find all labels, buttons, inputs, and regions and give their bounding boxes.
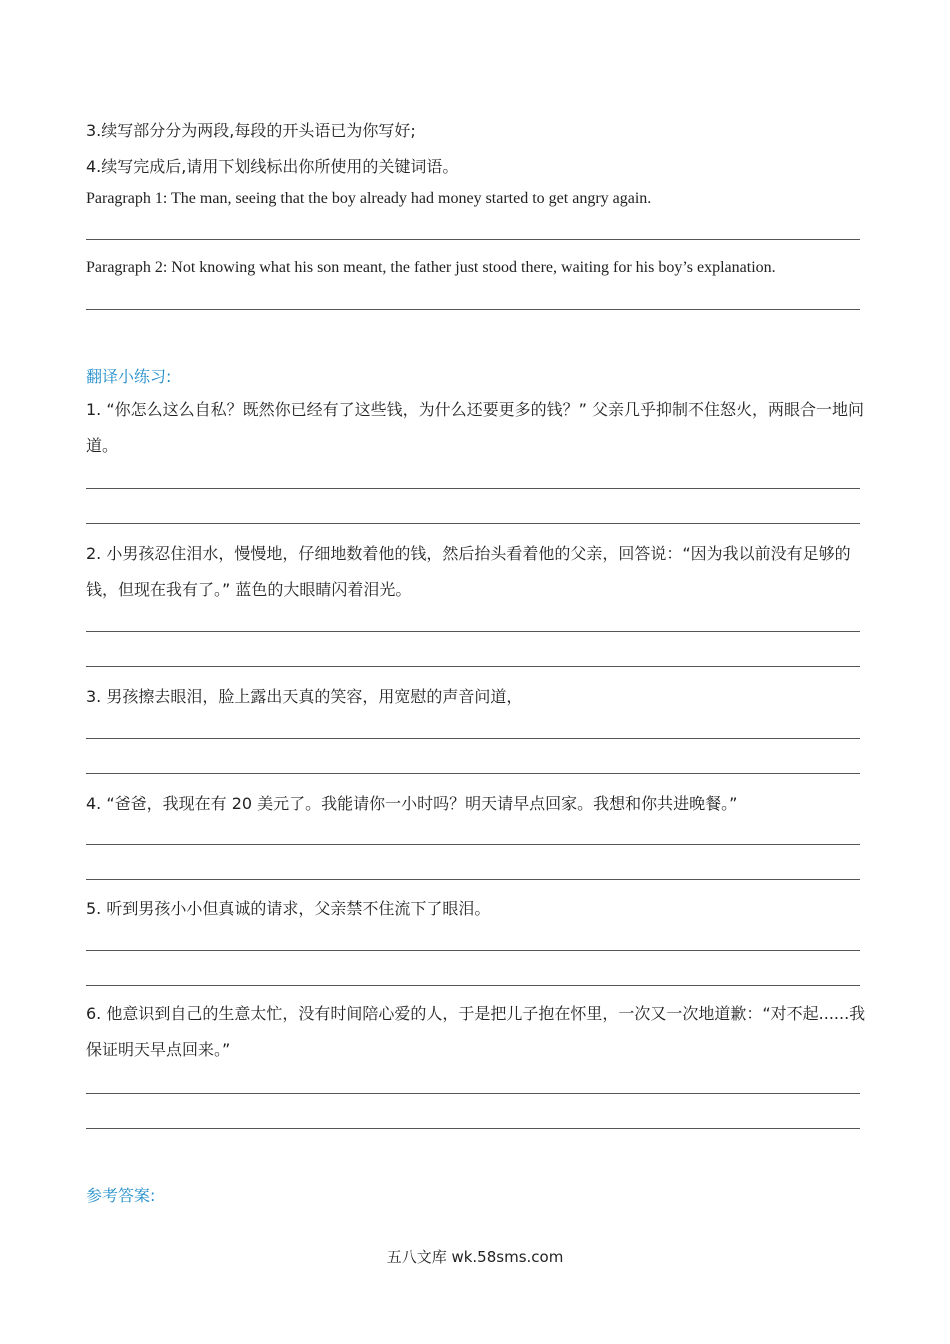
answer-line bbox=[86, 950, 860, 951]
answer-line bbox=[86, 631, 860, 632]
answer-line bbox=[86, 773, 860, 774]
translation-item-3: 3. 男孩擦去眼泪，脸上露出天真的笑容，用宽慰的声音问道， bbox=[86, 687, 523, 706]
answer-line bbox=[86, 666, 860, 667]
answers-heading: 参考答案: bbox=[86, 1186, 156, 1205]
translation-item-4: 4. “爸爸，我现在有 20 美元了。我能请你一小时吗？明天请早点回家。我想和你共进晚餐。” bbox=[86, 794, 738, 813]
translation-item-1: 1. “你怎么这么自私？既然你已经有了这些钱，为什么还要更多的钱？” 父亲几乎抑制不住怒火，两眼合一地问道。 bbox=[86, 400, 865, 455]
answer-line bbox=[86, 738, 860, 739]
paragraph-2-prompt: Paragraph 2: Not knowing what his son meant, the father just stood there, waiting for his boy’s explanation. bbox=[86, 259, 776, 276]
answer-line bbox=[86, 239, 860, 240]
translation-item-6: 6. 他意识到自己的生意太忙，没有时间陪心爱的人，于是把儿子抱在怀里，一次又一次地道歉：“对不起......我保证明天早点回来。” bbox=[86, 1004, 866, 1059]
translation-item-5: 5. 听到男孩小小但真诚的请求，父亲禁不住流下了眼泪。 bbox=[86, 899, 491, 918]
answer-line bbox=[86, 523, 860, 524]
answer-line bbox=[86, 309, 860, 310]
paragraph-1-prompt: Paragraph 1: The man, seeing that the boy already had money started to get angry again. bbox=[86, 190, 652, 207]
answer-line bbox=[86, 879, 860, 880]
answer-line bbox=[86, 844, 860, 845]
answer-line bbox=[86, 985, 860, 986]
answer-line bbox=[86, 488, 860, 489]
translation-heading: 翻译小练习: bbox=[86, 367, 172, 386]
instruction-item-4: 4.续写完成后,请用下划线标出你所使用的关键词语。 bbox=[86, 157, 459, 176]
translation-item-2: 2. 小男孩忍住泪水，慢慢地，仔细地数着他的钱，然后抬头看着他的父亲，回答说：“因为我以前没有足够的钱，但现在我有了。” 蓝色的大眼睛闪着泪光。 bbox=[86, 544, 851, 599]
answer-line bbox=[86, 1093, 860, 1094]
instruction-item-3: 3.续写部分分为两段,每段的开头语已为你写好; bbox=[86, 121, 416, 140]
answer-line bbox=[86, 1128, 860, 1129]
footer-watermark: 五八文库 wk.58sms.com bbox=[386, 1248, 564, 1266]
